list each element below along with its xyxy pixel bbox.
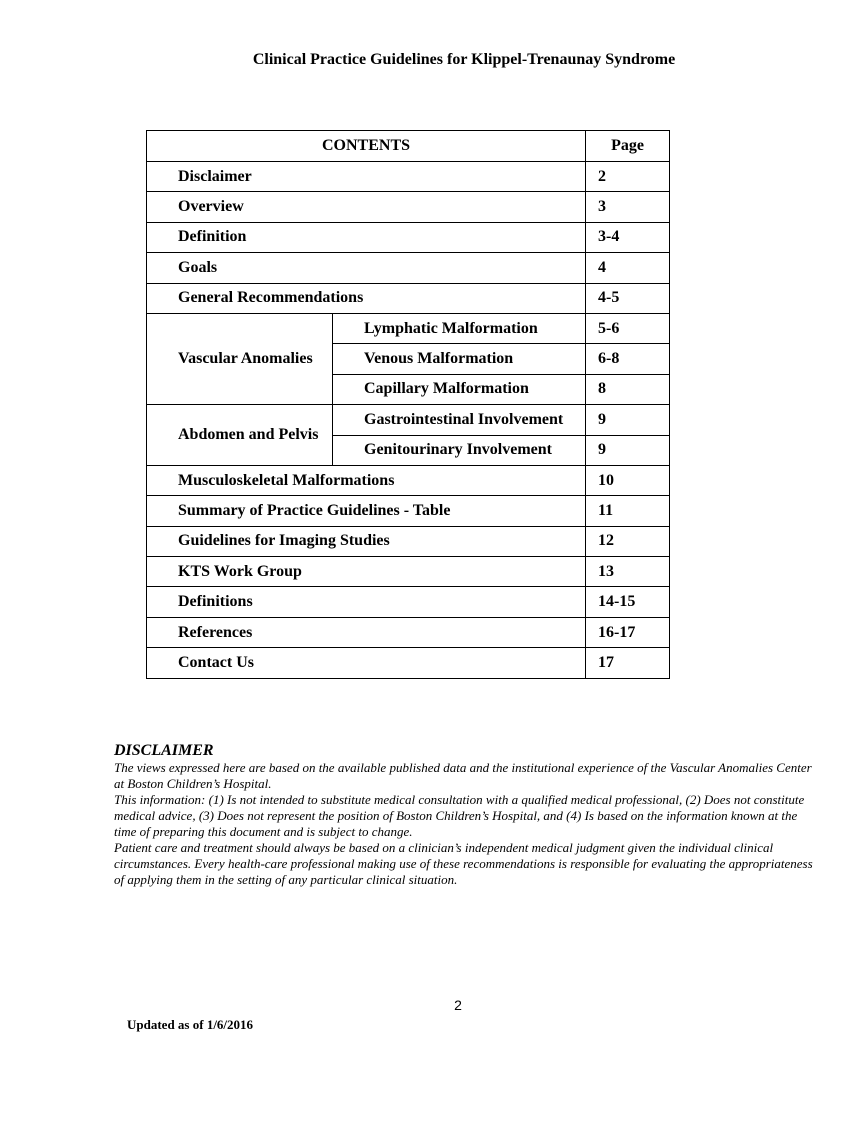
toc-page: 8 xyxy=(586,374,670,404)
toc-group-label: Vascular Anomalies xyxy=(147,313,333,404)
toc-label: Definition xyxy=(147,222,586,252)
document-title: Clinical Practice Guidelines for Klippel-Trenaunay Syndrome xyxy=(252,51,676,68)
contents-heading: CONTENTS xyxy=(147,131,586,162)
toc-row xyxy=(147,526,670,556)
toc-page: 5-6 xyxy=(586,313,670,343)
toc-page: 3-4 xyxy=(586,222,670,252)
toc-label: General Recommendations xyxy=(147,283,586,313)
toc-label: Definitions xyxy=(147,587,586,617)
toc-row xyxy=(147,587,670,617)
toc-row xyxy=(147,162,670,192)
toc-row xyxy=(147,405,670,435)
toc-page: 14-15 xyxy=(586,587,670,617)
toc-sub-label: Gastrointestinal Involvement xyxy=(333,405,586,435)
toc-page: 9 xyxy=(586,435,670,465)
contents-header-row xyxy=(147,131,670,162)
disclaimer-section xyxy=(114,741,814,888)
toc-page: 16-17 xyxy=(586,617,670,647)
toc-row xyxy=(147,253,670,283)
toc-sub-label: Lymphatic Malformation xyxy=(333,313,586,343)
toc-page: 2 xyxy=(586,162,670,192)
toc-page: 12 xyxy=(586,526,670,556)
toc-row xyxy=(147,557,670,587)
toc-group-label: Abdomen and Pelvis xyxy=(147,405,333,466)
toc-label: KTS Work Group xyxy=(147,557,586,587)
toc-row xyxy=(147,222,670,252)
toc-page: 4-5 xyxy=(586,283,670,313)
toc-page: 17 xyxy=(586,648,670,678)
toc-page: 13 xyxy=(586,557,670,587)
toc-label: Contact Us xyxy=(147,648,586,678)
toc-label: Guidelines for Imaging Studies xyxy=(147,526,586,556)
toc-row xyxy=(147,465,670,495)
toc-row xyxy=(147,283,670,313)
toc-page: 6-8 xyxy=(586,344,670,374)
toc-row xyxy=(147,648,670,678)
toc-label: Overview xyxy=(147,192,586,222)
page-number: 2 xyxy=(454,997,462,1013)
toc-page: 4 xyxy=(586,253,670,283)
updated-date: Updated as of 1/6/2016 xyxy=(127,1017,254,1032)
contents-table xyxy=(146,130,670,679)
toc-page: 10 xyxy=(586,465,670,495)
toc-label: References xyxy=(147,617,586,647)
toc-label: Musculoskeletal Malformations xyxy=(147,465,586,495)
toc-page: 3 xyxy=(586,192,670,222)
disclaimer-paragraph: This information: (1) Is not intended to substitute medical consultation with a qualified medical professional, (2) Does not constitute medical advice, (3) Does not represent the position of Boston Children’s Hospital, and (4) Is based on the information known at the time of preparing this document and is subject to change. xyxy=(114,792,805,839)
toc-sub-label: Venous Malformation xyxy=(333,344,586,374)
disclaimer-heading: DISCLAIMER xyxy=(114,742,214,759)
disclaimer-paragraph: Patient care and treatment should always be based on a clinician’s independent medical judgment given the individual clinical circumstances. Every health-care professional making use of these recommendations is responsible for evaluating the appropriateness of applying them in the setting of any particular clinical situation. xyxy=(114,840,813,887)
toc-page: 11 xyxy=(586,496,670,526)
disclaimer-paragraph: The views expressed here are based on the available published data and the institutional experience of the Vascular Anomalies Center at Boston Children’s Hospital. xyxy=(114,760,812,791)
toc-row xyxy=(147,313,670,343)
toc-label: Goals xyxy=(147,253,586,283)
toc-sub-label: Capillary Malformation xyxy=(333,374,586,404)
toc-page: 9 xyxy=(586,405,670,435)
toc-row xyxy=(147,192,670,222)
toc-sub-label: Genitourinary Involvement xyxy=(333,435,586,465)
toc-label: Summary of Practice Guidelines - Table xyxy=(147,496,586,526)
page-heading: Page xyxy=(586,131,670,162)
toc-row xyxy=(147,617,670,647)
toc-row xyxy=(147,496,670,526)
toc-label: Disclaimer xyxy=(147,162,586,192)
